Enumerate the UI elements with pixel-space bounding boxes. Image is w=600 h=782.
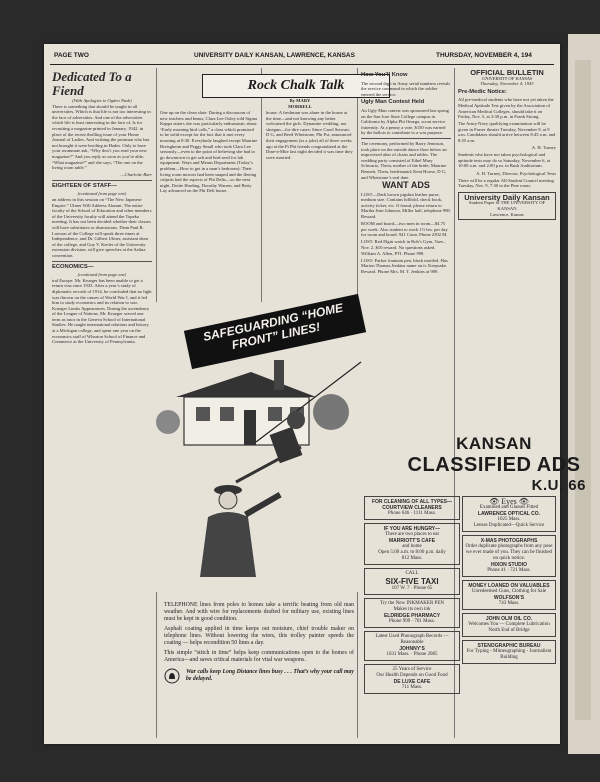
column-1 bbox=[52, 70, 152, 738]
ad-paragraph-3: This simple “stitch in time” helps keep communications open to the homes of America—and saves critical materials for vital war weapons. bbox=[164, 650, 354, 663]
issue-date: THURSDAY, NOVEMBER 4, 194 bbox=[436, 52, 532, 59]
eighteen-continued: (continued from page one) bbox=[77, 191, 127, 197]
taxi-ad: CALL SIX-FIVE TAXI 107 W. 7 · Phone 65 bbox=[364, 568, 460, 595]
ad-text: JOHNNY’S bbox=[399, 646, 425, 652]
ad-text: Eyes bbox=[501, 497, 517, 506]
ad-text: 1025 Mass. bbox=[497, 517, 521, 522]
ad-text: Our Health Depends on Good Food bbox=[376, 673, 448, 678]
rock-chalk-body-cont: house. A freshman was alone in the house at the time—and not knowing any better welcomed the girls. Dynamite wedding, not shotgun—for dire cases: Since Carol Stewart, D G, and Reed Whetstone, Phi Psi, announced their engagement (as a joke) all of three weeks ago at the Pi Phi friends congratulated at the Dine-a-Mite last night decided it was time they were married. bbox=[266, 110, 353, 160]
masthead-title: University Daily Kansan bbox=[464, 192, 550, 202]
column-byline: By MARY MORRELL bbox=[288, 98, 312, 109]
eighteen-body: an address in this session on “The New Japanese Empire.” Ulmer Will Address Alumni. The entire faculty of the School of Education and other members of the University faculty will attend the Topeka meeting. It has not been decided whether their classes will have substitutes or dismissions. Dean Paul B. Lawson of the College will speak three times at Independence, and Dr. Gilbert Ulmer, assistant dean of the college, and Guy V. Keeler of the University extension division, will give speeches at the Salina convention. bbox=[52, 197, 152, 258]
ad-text: Phone 2085 bbox=[413, 652, 438, 657]
ad-banner-headline: SAFEGUARDING “HOME FRONT” LINES! bbox=[184, 294, 366, 369]
classified-line-1: KANSAN bbox=[456, 434, 532, 453]
ad-text: CALL bbox=[405, 571, 419, 576]
ad-text: Try the New INKMAKER PEN bbox=[380, 601, 444, 606]
want-ad-3: LOST: Red Elgin watch in Rob’s Gym, Tues., Nov. 2. $10 reward. No questions asked. William A. Allen, PTI. Phone 998. bbox=[361, 239, 446, 256]
newspaper-page bbox=[44, 44, 586, 744]
ad-text: Phone 999 bbox=[389, 619, 411, 624]
ad-paragraph-1: TELEPHONE lines from poles to homes take a terrific beating from old man weather. And with wire for replacements drafted for military use, existing lines must be kept in good condition. bbox=[164, 602, 354, 622]
bulletin-headline: OFFICIAL BULLETIN bbox=[470, 68, 544, 77]
ad-text: MONEY LOANED ON VALUABLES bbox=[468, 583, 550, 589]
deluxe-ad bbox=[364, 664, 460, 694]
eighteen-headline: EIGHTEEN OF STAFF— bbox=[52, 182, 117, 189]
bell-telephone-ad bbox=[156, 302, 362, 742]
ad-paragraph-2: Asphalt coating applied in time keeps out moisture, chief trouble maker on telephone lines. Without lowering the wires, this trolley painter speeds the coating — helps recondition 50 lines a day. bbox=[164, 626, 354, 646]
johnolm-ad bbox=[462, 613, 556, 637]
ad-text: 721 Mass. bbox=[510, 568, 531, 573]
ad-text: Makes its own ink bbox=[393, 607, 431, 612]
ad-text: WOLFSON’S bbox=[493, 595, 525, 601]
ad-footer bbox=[164, 668, 354, 684]
paper-title: UNIVERSITY DAILY KANSAN, LAWRENCE, KANSAS bbox=[194, 52, 355, 59]
ad-text: 711 Mass. bbox=[401, 685, 423, 690]
column-5 bbox=[458, 70, 556, 420]
army-navy-body: The Army-Navy qualifying examination will be given in Fraser theater Tuesday, November 9, at 9 a.m. Candidates should arrive between 8:45 a.m. and 8:55 a.m. bbox=[458, 121, 556, 144]
ceremony-body: The ceremony, performed by Barry Jennison, took place on the outside dance floor below an improvised altar of chairs and tables. The wedding party consisted of Ethel Mary Schwartz, Theta, mother of the bride; Maurine Bennett, Theta, bridesmaid; Kent Hoose, D G, and Whetstone’s real date. bbox=[361, 140, 447, 180]
column-3 bbox=[266, 110, 354, 300]
ad-text: Phone 41 bbox=[487, 568, 506, 573]
courtview-ad: FOR CLEANING OF ALL TYPES— COURTVIEW CLEANERS Phone 646 · 1111 Mass. bbox=[364, 496, 460, 520]
classified-header bbox=[390, 434, 598, 494]
ad-text: SIX-FIVE TAXI bbox=[385, 577, 439, 586]
ad-text: 107 W. 7 bbox=[391, 586, 410, 591]
wolfsons-ad bbox=[462, 580, 556, 610]
ad-text: Order duplicate photographs from any pose we ever made of you. They can be finished on quick notice. bbox=[465, 544, 553, 561]
poem-subtitle: (With Apologies to Ogden Nash) bbox=[72, 98, 132, 103]
want-ads-headline: WANT ADS bbox=[382, 180, 430, 191]
ad-text: 1111 Mass. bbox=[413, 511, 436, 516]
want-ad-1: LOST—Dark brown pigskin leather purse, medium size. Contains billfold, check book, activity ticket, etc. If found, please return to Martha Jean Johnson, Miller hall, telephone 980. Reward. bbox=[361, 191, 451, 220]
ad-text: Latest Used Phonograph Records — Reasonable bbox=[375, 634, 449, 645]
ugly-man-headline: Ugly Man Contest Held bbox=[361, 99, 425, 106]
johnnys-ad: Latest Used Phonograph Records — Reasonable JOHNNY’S 1031 Mass. · Phone 2085 bbox=[364, 631, 460, 661]
ad-text: Phone 65 bbox=[413, 586, 433, 591]
ads-left bbox=[364, 496, 460, 740]
ad-text: There are two places to eat bbox=[385, 532, 439, 537]
poem-body: There is something that should be taught in all universities, Which is that life is not too interesting in the face of adversities. And one of the adversities which life is least interesting in the face of, Is for recruiting a magazine printed in January, 1942, in place of the recent thrilling issue of your Home Journal of Ladies. And wishing the postman who has not brought it were broiling in Hades. Only to have your roommate ask, “Why don’t you read your new magazine?” And you reply as soon as you’re able, “What magazine?” and she says, “The one on the living room table.” bbox=[52, 103, 151, 171]
ad-text: Open 5:00 a.m. to 8:00 p.m. daily bbox=[378, 550, 446, 555]
want-ad-2: ROOM and board—two men in room—$4.75 per week. Also student to work 1½ hrs. per day for room and board. 941 Conn. Phone 2392 M. bbox=[361, 221, 448, 238]
want-ad-4: LOST: Parker fountain pen, black mottled. Has Marion Thomas Jenkins name on it. Keepsake. Reward. Phone Mrs. M. T. Jenkins at 989. bbox=[361, 257, 448, 274]
ad-text: X-MAS PHOTOGRAPHS bbox=[480, 538, 538, 544]
page-header bbox=[44, 52, 560, 64]
ad-text: 1031 Mass. bbox=[386, 652, 410, 657]
bulletin-date: Thursday, November 4, 1943 bbox=[480, 81, 534, 87]
premed-body: All pre-medical students who have not yet taken the Medical Aptitude Test given by the Association of American Medical Colleges, should take it on Friday, Nov. 5, at 2:30 p.m. in Frank Strong. bbox=[458, 97, 554, 120]
column-4 bbox=[361, 70, 451, 290]
column-divider bbox=[261, 68, 262, 304]
bulletin-sub: UNIVERSITY OF KANSAS bbox=[481, 75, 533, 81]
ads-right bbox=[462, 496, 556, 740]
ad-text: Lenses Duplicated—Quick Service bbox=[473, 523, 545, 528]
rock-chalk-talk-title: Rock Chalk Talk bbox=[202, 74, 390, 98]
ad-text: 743 Mass. bbox=[498, 601, 520, 606]
premed-headline: Pre-Medic Notice: bbox=[458, 88, 507, 95]
ad-text: COURTVIEW CLEANERS bbox=[382, 505, 442, 511]
council-body: There will be a regular All-Student Council meeting Tuesday, Nov. 9, 7:30 in the Pine room. bbox=[458, 177, 554, 189]
rock-chalk-body: One up on the clean slate: During a discussion of new teachers and beaus, Clara Lee Oxley told Sigma Kappa sisters she was particularly enthusiastic about “Early morning bird calls,” a class which promised to be solid except for the fact that it met every morning at 8:30. Everybody laughed except Maurine Breisgheim and Peggy Small who took Clara Lee seriously—even to the point of believing she had to go downtown to get salt and bird seed for lab equipment. Ways and Means Department (Today’s problem—How to get in a man’s bedroom): Their living room mirrors had been snaped and the fleeing culprits had the aspects of Phi Delts—so the next night, Dottie Harding, Dorothy Warren, and Betty Lay advanced on the Phi Delt house. bbox=[160, 110, 258, 194]
ad-text: Welcomes You — Complete Lubrication bbox=[468, 622, 550, 627]
divider bbox=[361, 138, 451, 139]
ad-text: Unredeemed Guns, Clothing for Sale bbox=[471, 589, 547, 594]
ad-text: Examined and Glasses Fitted bbox=[479, 505, 539, 510]
ugly-man-body: An Ugly Man contest was sponsored last spring on the San Jose State College campus in California by Alpha Phi Omega, scout service fraternity. At a penny a vote, $150 was earned by the ballots to contribute to a war purpose. bbox=[361, 107, 449, 136]
eldridge-ad: Try the New INKMAKER PEN Makes its own ink ELDRIDGE PHARMACY Phone 999 · 701 Mass. bbox=[364, 598, 460, 628]
ad-text: IF YOU ARE HUNGRY— bbox=[383, 526, 441, 532]
header-rule bbox=[50, 64, 554, 65]
ad-text: 25 Years of Service bbox=[392, 667, 432, 672]
signer-2: A. H. Turney, Director, Psychological Tests bbox=[476, 170, 556, 176]
ad-text: HIXON STUDIO bbox=[490, 562, 528, 568]
tests-body: Students who have not taken psychological and aptitude tests may do so Saturday, November 6, at 10:00 a.m. and 2:00 p.m. in Bush Auditorium. bbox=[458, 152, 551, 169]
ad-text: DE LUXE CAFE bbox=[393, 679, 431, 685]
economics-headline: ECONOMICS— bbox=[52, 263, 94, 270]
masthead-city: Lawrence, Kansas bbox=[490, 211, 524, 217]
know-headline: How You’ll Know bbox=[361, 72, 408, 78]
steno-ad bbox=[462, 640, 556, 664]
column-2 bbox=[160, 110, 258, 300]
optical-ad bbox=[462, 496, 556, 532]
ad-text: Phone 646 bbox=[388, 511, 410, 516]
ad-text: 701 Mass. bbox=[414, 619, 435, 624]
hixon-ad: X-MAS PHOTOGRAPHS Order duplicate photographs from any pose we ever made of you. They can be finished on quick notice. HIXON STUDIO Phone 41 · 721 Mass. bbox=[462, 535, 556, 577]
poem-title: Dedicated To a Fiend bbox=[52, 69, 132, 98]
ad-text: LAWRENCE OPTICAL CO. bbox=[477, 511, 541, 517]
bell-logo-icon bbox=[164, 668, 180, 684]
ad-copy bbox=[164, 602, 354, 684]
masthead-box bbox=[458, 192, 556, 220]
economics-body: tral Europe. Mr. Krueger has been unable to get a return visa since 1933. After a year’s study of diplomatic records of 1914, he concluded that no light was thrown on the causes of World War I, and it led him to study economics and its relation to war. Krueger Limits Appearances. During the ascendancy of the League of Nations, Mr. Krueger served one term as tutor in the Geneva School of International Studies. He taught international relations and history at a Michigan college, and spent one year on the economics staff of Wharton School of Finance and Commerce at the University of Pennsylvania. bbox=[52, 277, 152, 345]
ad-text: JOHN OLM OIL CO. bbox=[485, 616, 533, 622]
ad-text: MARRIOTT’S CAFE bbox=[388, 538, 436, 544]
economics-continued: (continued from page one) bbox=[77, 272, 127, 278]
ad-text: For Typing - Mimeographing - Journalism Building bbox=[466, 649, 552, 660]
ad-text: North End of Bridge bbox=[488, 628, 530, 633]
masthead-sub: Student Paper of THE UNIVERSITY OF KANSAN bbox=[468, 200, 546, 211]
classified-line-2: CLASSIFIED ADS bbox=[407, 454, 581, 476]
page-number: PAGE TWO bbox=[54, 52, 89, 59]
poem-signature: —Charlotte Barr bbox=[120, 172, 152, 178]
signer-1: A. H. Turney bbox=[531, 145, 556, 151]
adjacent-page-shadow bbox=[575, 60, 591, 720]
ad-text: ELDRIDGE PHARMACY bbox=[383, 613, 441, 619]
divider bbox=[52, 261, 152, 262]
ad-text: FOR CLEANING OF ALL TYPES— bbox=[371, 499, 452, 505]
eyes-icon: 👁 Eyes 👁 bbox=[489, 497, 529, 506]
marriott-ad bbox=[364, 523, 460, 565]
ad-text: 812 Mass. bbox=[401, 556, 423, 561]
ad-footer-text: War calls keep Long Distance lines busy . . . That’s why your call may be delayed. bbox=[186, 669, 354, 682]
ad-text: and home bbox=[402, 544, 422, 549]
know-body: The second digit in Army serial numbers reveals the service command in which the soldier entered the service. bbox=[361, 80, 451, 97]
classified-line-3: K.U. 66 bbox=[531, 477, 586, 494]
divider bbox=[52, 180, 152, 181]
ad-text: STENOGRAPHIC BUREAU bbox=[477, 643, 541, 649]
